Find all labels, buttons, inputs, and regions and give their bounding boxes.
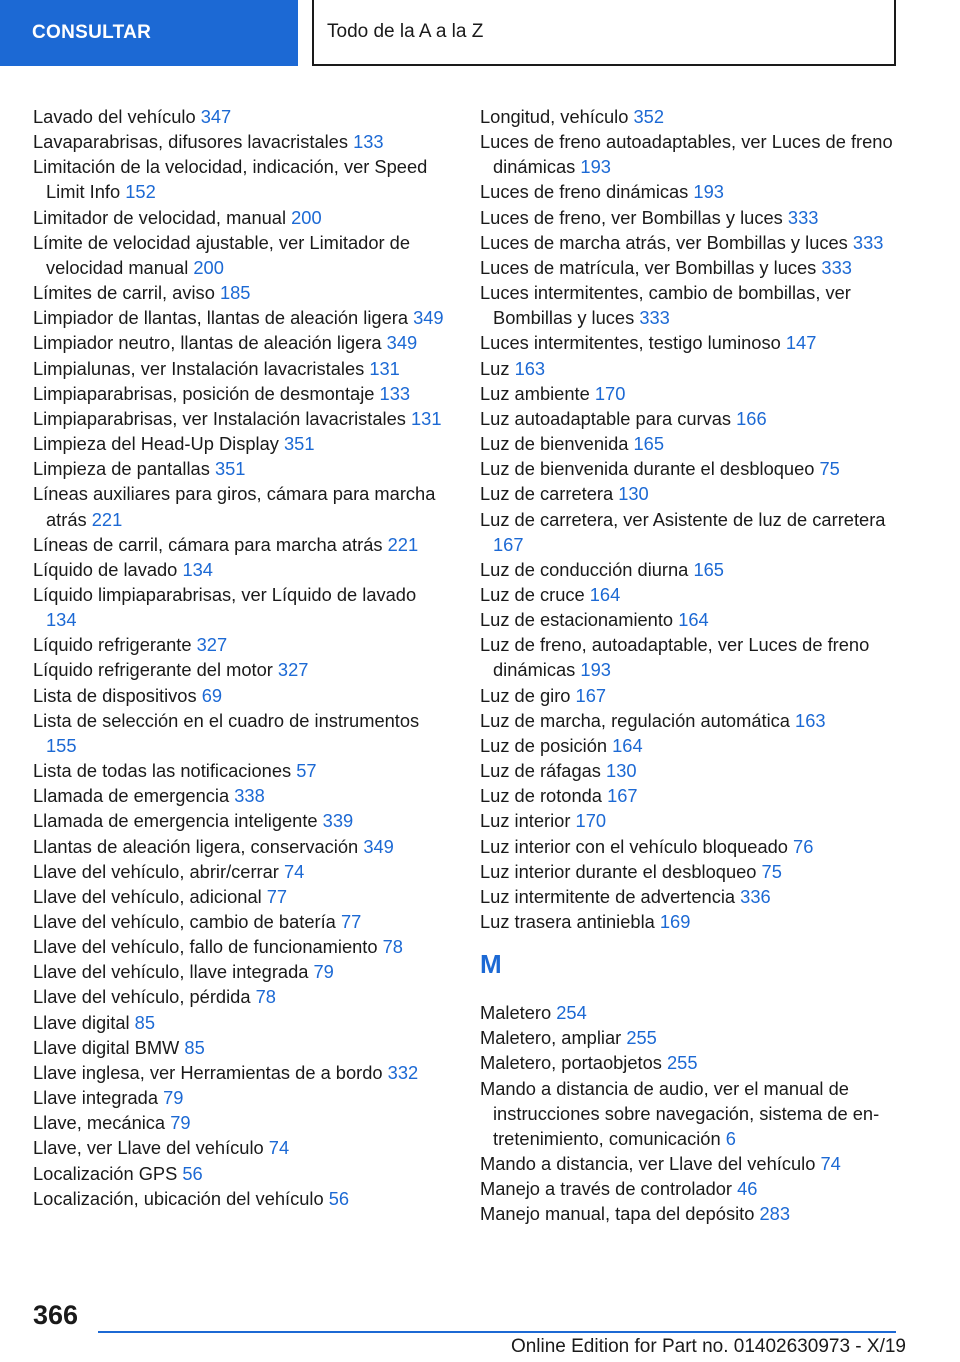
index-entry: [480, 406, 900, 431]
index-term: Manejo a través de controlador: [480, 1178, 733, 1200]
index-term: Localización, ubicación del vehículo: [33, 1187, 324, 1209]
page-reference-link[interactable]: 133: [353, 131, 384, 153]
index-entry: [33, 280, 448, 305]
index-term: Luz de posición: [480, 734, 608, 756]
page-reference-link[interactable]: 164: [589, 583, 621, 605]
index-entry: [33, 884, 448, 909]
page-reference-link[interactable]: 79: [170, 1112, 191, 1134]
index-term: Limpiaparabrisas, ver Instalación lavacristales: [33, 407, 406, 429]
page-reference-link[interactable]: 193: [580, 156, 611, 178]
index-entry: [33, 859, 448, 884]
index-term: Llave inglesa, ver Herramientas de a bordo: [33, 1061, 383, 1083]
index-term: Luz de carretera: [480, 483, 614, 505]
page-reference-link[interactable]: 349: [363, 835, 394, 857]
page-reference-link[interactable]: 131: [369, 357, 400, 379]
index-entry: [33, 205, 448, 230]
index-entry: [480, 456, 900, 481]
index-entry: [33, 984, 448, 1009]
page-reference-link[interactable]: 327: [277, 659, 309, 681]
index-entry: [480, 859, 900, 884]
index-entry: [480, 205, 900, 230]
page-reference-link[interactable]: 170: [594, 382, 626, 404]
index-entry: [33, 1135, 448, 1160]
index-term: Longitud, vehículo: [480, 106, 629, 127]
page-reference-link[interactable]: 74: [820, 1153, 841, 1175]
index-entry: [33, 758, 448, 783]
index-entry: [33, 683, 448, 708]
page-reference-link[interactable]: 56: [328, 1187, 350, 1209]
page-reference-link[interactable]: 69: [201, 684, 223, 706]
index-entry: [33, 834, 448, 859]
index-term: Luz intermitente de advertencia: [480, 885, 736, 907]
index-entry: [480, 230, 900, 255]
index-term: Llave del vehículo, adicional: [33, 885, 262, 907]
section-tab: [0, 0, 298, 66]
index-term: Lista de selección en el cuadro de instrumentos: [33, 709, 420, 731]
section-letter: M: [480, 949, 502, 980]
index-term: Localización GPS: [33, 1162, 178, 1184]
index-term: Límite de velocidad ajustable, ver Limitador de velocidad manual: [33, 231, 411, 278]
index-entry: [33, 708, 448, 758]
page-reference-link[interactable]: 333: [639, 307, 670, 329]
index-entry: [480, 179, 900, 204]
page-reference-link[interactable]: 147: [785, 332, 817, 354]
index-entry: [33, 230, 448, 280]
page-reference-link[interactable]: 152: [125, 181, 156, 203]
page-reference-link[interactable]: 255: [626, 1027, 657, 1049]
page-reference-link[interactable]: 221: [91, 508, 123, 530]
page-reference-link[interactable]: 74: [268, 1137, 290, 1159]
page-reference-link[interactable]: 351: [214, 458, 246, 480]
page-reference-link[interactable]: 185: [219, 282, 251, 304]
index-entry: [480, 834, 900, 859]
index-entry: [33, 330, 448, 355]
index-entry: [480, 1201, 900, 1226]
index-term: Luces de marcha atrás, ver Bombillas y luces: [480, 231, 848, 253]
index-term: Llave del vehículo, cambio de batería: [33, 911, 336, 932]
page-reference-link[interactable]: 6: [725, 1127, 736, 1149]
page-reference-link[interactable]: 338: [234, 785, 265, 807]
index-entry: [480, 909, 900, 934]
page-reference-link[interactable]: 166: [736, 407, 767, 429]
page-reference-link[interactable]: 333: [821, 256, 852, 278]
index-entry: [480, 1000, 900, 1025]
index-column-right: [480, 104, 900, 1227]
index-term: Luz interior con el vehículo bloqueado: [480, 835, 788, 857]
page-reference-link[interactable]: 167: [607, 785, 638, 807]
page-reference-link[interactable]: 78: [382, 936, 403, 958]
index-term: Llamada de emergencia: [33, 785, 230, 807]
index-entry: [480, 557, 900, 582]
page-reference-link[interactable]: 336: [740, 885, 771, 907]
index-entry: [480, 129, 900, 179]
index-term: Limitación de la velocidad, indicación, ver Speed Limit Info: [33, 156, 428, 203]
index-term: Llave del vehículo, abrir/cerrar: [33, 860, 279, 882]
page-reference-link[interactable]: 134: [182, 558, 213, 580]
page-reference-link[interactable]: 79: [163, 1087, 184, 1109]
index-entry: [33, 532, 448, 557]
index-entry: [33, 1060, 448, 1085]
index-term: Limpieza de pantallas: [33, 458, 210, 480]
index-term: Líneas de carril, cámara para marcha atrás: [33, 533, 383, 555]
index-term: Luces de freno autoadaptables, ver Luces de freno dinámicas: [480, 131, 893, 178]
page-reference-link[interactable]: 332: [387, 1061, 419, 1083]
index-entry: [33, 1110, 448, 1135]
page-header-title: [312, 0, 896, 66]
page-reference-link[interactable]: 77: [340, 911, 362, 932]
index-term: Límites de carril, aviso: [33, 282, 215, 304]
index-term: Manejo manual, tapa del depósito: [480, 1203, 755, 1225]
index-entry: [480, 708, 900, 733]
page-reference-link[interactable]: 164: [678, 609, 709, 631]
page-reference-link[interactable]: 169: [659, 911, 691, 932]
index-term: Maletero: [480, 1002, 552, 1024]
index-term: Limpialunas, ver Instalación lavacristales: [33, 357, 365, 379]
index-term: Luz interior: [480, 810, 571, 832]
page-reference-link[interactable]: 131: [411, 407, 442, 429]
index-entry: [33, 1085, 448, 1110]
page-reference-link[interactable]: 130: [606, 760, 637, 782]
page-reference-link[interactable]: 78: [255, 986, 276, 1008]
index-term: Maletero, ampliar: [480, 1027, 622, 1049]
section-tab-label: CONSULTAR: [32, 22, 152, 43]
index-term: Lista de dispositivos: [33, 684, 197, 706]
index-entry: [33, 1161, 448, 1186]
index-term: Llamada de emergencia inteligente: [33, 810, 318, 832]
index-term: Luces intermitentes, testigo luminoso: [480, 332, 781, 354]
index-entry: [480, 884, 900, 909]
index-entry: [33, 129, 448, 154]
index-term: Luces intermitentes, cambio de bombillas, ver Bombillas y luces: [480, 282, 851, 329]
index-entry: [33, 104, 448, 129]
index-term: Luz de freno, autoadaptable, ver Luces de freno dinámicas: [480, 634, 870, 681]
index-term: Llave integrada: [33, 1087, 159, 1109]
index-term: Luz de ráfagas: [480, 760, 601, 782]
index-entry: [480, 280, 900, 330]
index-term: Luz de marcha, regulación automática: [480, 709, 790, 731]
page-reference-link[interactable]: 167: [575, 684, 607, 706]
page-reference-link[interactable]: 339: [322, 810, 354, 832]
index-entry: [33, 909, 448, 934]
page-reference-link[interactable]: 85: [134, 1011, 155, 1033]
page-reference-link[interactable]: 349: [413, 307, 444, 329]
page-reference-link[interactable]: 130: [618, 483, 649, 505]
page-reference-link[interactable]: 167: [493, 533, 524, 555]
index-term: Llave del vehículo, llave integrada: [33, 961, 309, 983]
page-reference-link[interactable]: 163: [514, 357, 546, 379]
index-term: Luz de rotonda: [480, 785, 602, 807]
index-list-l: [480, 104, 900, 934]
index-entry: [33, 1010, 448, 1035]
page-reference-link[interactable]: 221: [387, 533, 419, 555]
index-term: Llave, ver Llave del vehículo: [33, 1137, 264, 1159]
index-entry: [33, 381, 448, 406]
index-term: Maletero, portaobjetos: [480, 1052, 662, 1074]
index-entry: [480, 1151, 900, 1176]
index-term: Líquido limpiaparabrisas, ver Líquido de lavado: [33, 583, 417, 605]
index-term: Luz ambiente: [480, 382, 590, 404]
page-reference-link[interactable]: 327: [196, 634, 228, 656]
index-entry: [480, 1076, 900, 1151]
page-reference-link[interactable]: 46: [737, 1178, 758, 1200]
page-reference-link[interactable]: 333: [787, 206, 819, 228]
index-term: Luz de bienvenida: [480, 433, 629, 455]
index-entry: [480, 1025, 900, 1050]
index-column-left: [33, 104, 448, 1211]
index-term: Llave, mecánica: [33, 1112, 166, 1134]
page-reference-link[interactable]: 349: [386, 332, 418, 354]
page-reference-link[interactable]: 75: [819, 458, 840, 480]
page-reference-link[interactable]: 79: [313, 961, 334, 983]
index-entry: [480, 481, 900, 506]
index-term: Mando a distancia de audio, ver el manual de instrucciones sobre navegación, sistema de entretenimiento, comunicación: [480, 1077, 880, 1149]
index-term: Luz de estacionamiento: [480, 609, 674, 631]
page-reference-link[interactable]: 164: [612, 734, 643, 756]
index-term: Luz: [480, 357, 510, 379]
index-entry: [33, 431, 448, 456]
index-term: Llave del vehículo, fallo de funcionamiento: [33, 936, 378, 958]
index-entry: [33, 959, 448, 984]
index-term: Limitador de velocidad, manual: [33, 206, 287, 228]
index-entry: [480, 381, 900, 406]
index-term: Lavaparabrisas, difusores lavacristales: [33, 131, 348, 153]
page-reference-link[interactable]: 193: [693, 181, 724, 203]
page-reference-link[interactable]: 165: [633, 433, 665, 455]
page-reference-link[interactable]: 134: [46, 609, 77, 631]
index-entry: [33, 632, 448, 657]
page-reference-link[interactable]: 347: [200, 106, 232, 127]
index-term: Líquido refrigerante: [33, 634, 192, 656]
index-term: Llantas de aleación ligera, conservación: [33, 835, 359, 857]
index-entry: [33, 154, 448, 204]
index-entry: [480, 1050, 900, 1075]
index-entry: [480, 783, 900, 808]
page-reference-link[interactable]: 56: [182, 1162, 203, 1184]
page-reference-link[interactable]: 155: [46, 734, 77, 756]
page-reference-link[interactable]: 76: [793, 835, 814, 857]
page-reference-link[interactable]: 165: [693, 558, 724, 580]
index-term: Luz interior durante el desbloqueo: [480, 860, 757, 882]
index-entry: [33, 456, 448, 481]
index-term: Lista de todas las notificaciones: [33, 760, 292, 782]
index-entry: [480, 632, 900, 682]
index-term: Líquido de lavado: [33, 558, 178, 580]
index-entry: [33, 1035, 448, 1060]
index-entry: [480, 507, 900, 557]
index-term: Luz de giro: [480, 684, 571, 706]
index-entry: [480, 808, 900, 833]
page-reference-link[interactable]: 133: [379, 382, 411, 404]
index-term: Luz autoadaptable para curvas: [480, 407, 732, 429]
index-term: Luces de matrícula, ver Bombillas y luces: [480, 256, 817, 278]
index-entry: [33, 934, 448, 959]
index-term: Llave del vehículo, pérdida: [33, 986, 251, 1008]
index-term: Llave digital: [33, 1011, 130, 1033]
page-reference-link[interactable]: 163: [795, 709, 826, 731]
page-reference-link[interactable]: 77: [266, 885, 288, 907]
page-reference-link[interactable]: 200: [291, 206, 322, 228]
index-term: Luces de freno, ver Bombillas y luces: [480, 206, 783, 228]
index-term: Líneas auxiliares para giros, cámara para marcha atrás: [33, 483, 436, 530]
page-reference-link[interactable]: 75: [761, 860, 782, 882]
index-entry: [480, 104, 900, 129]
index-term: Lavado del vehículo: [33, 106, 196, 127]
page-reference-link[interactable]: 57: [296, 760, 317, 782]
page-reference-link[interactable]: 254: [556, 1002, 587, 1024]
index-term: Limpiador de llantas, llantas de aleación ligera: [33, 307, 408, 329]
index-term: Luz de bienvenida durante el desbloqueo: [480, 458, 815, 480]
page-reference-link[interactable]: 351: [284, 433, 315, 455]
page-reference-link[interactable]: 333: [852, 231, 884, 253]
index-entry: [33, 582, 448, 632]
page-number: 366: [33, 1300, 79, 1330]
page-reference-link[interactable]: 170: [575, 810, 607, 832]
index-entry: [33, 557, 448, 582]
index-term: Luz de conducción diurna: [480, 558, 689, 580]
index-term: Luz de cruce: [480, 583, 585, 605]
index-entry: [33, 783, 448, 808]
index-entry: [33, 356, 448, 381]
index-term: Limpieza del Head-Up Display: [33, 433, 279, 455]
index-list-m: [480, 1000, 900, 1226]
index-entry: [480, 330, 900, 355]
index-entry: [480, 683, 900, 708]
index-term: Mando a distancia, ver Llave del vehículo: [480, 1153, 816, 1175]
index-term: Luz trasera antiniebla: [480, 911, 655, 932]
page-reference-link[interactable]: 74: [284, 860, 305, 882]
index-entry: [480, 582, 900, 607]
page-reference-link[interactable]: 193: [580, 659, 611, 681]
footer-rule: [98, 1331, 896, 1333]
index-entry: [480, 431, 900, 456]
index-entry: [480, 255, 900, 280]
index-entry: [480, 356, 900, 381]
index-term: Líquido refrigerante del motor: [33, 659, 273, 681]
index-entry: [33, 1186, 448, 1211]
page-reference-link[interactable]: 200: [193, 256, 224, 278]
index-entry: [480, 607, 900, 632]
index-term: Llave digital BMW: [33, 1036, 180, 1058]
page-reference-link[interactable]: 283: [759, 1203, 791, 1225]
page-reference-link[interactable]: 352: [633, 106, 665, 127]
page-reference-link[interactable]: 255: [667, 1052, 698, 1074]
index-term: Limpiaparabrisas, posición de desmontaje: [33, 382, 375, 404]
index-entry: [33, 406, 448, 431]
edition-footer: Online Edition for Part no. 01402630973 - X/19: [510, 1336, 906, 1357]
index-entry: [33, 305, 448, 330]
index-entry: [33, 808, 448, 833]
index-term: Luz de carretera, ver Asistente de luz de carretera: [480, 508, 886, 530]
page-reference-link[interactable]: 85: [184, 1036, 205, 1058]
index-entry: [480, 758, 900, 783]
index-entry: [480, 1176, 900, 1201]
index-entry: [480, 733, 900, 758]
index-entry: [33, 657, 448, 682]
header-title-label: Todo de la A a la Z: [327, 21, 484, 42]
index-term: Limpiador neutro, llantas de aleación ligera: [33, 332, 382, 354]
index-term: Luces de freno dinámicas: [480, 181, 689, 203]
index-entry: [33, 481, 448, 531]
